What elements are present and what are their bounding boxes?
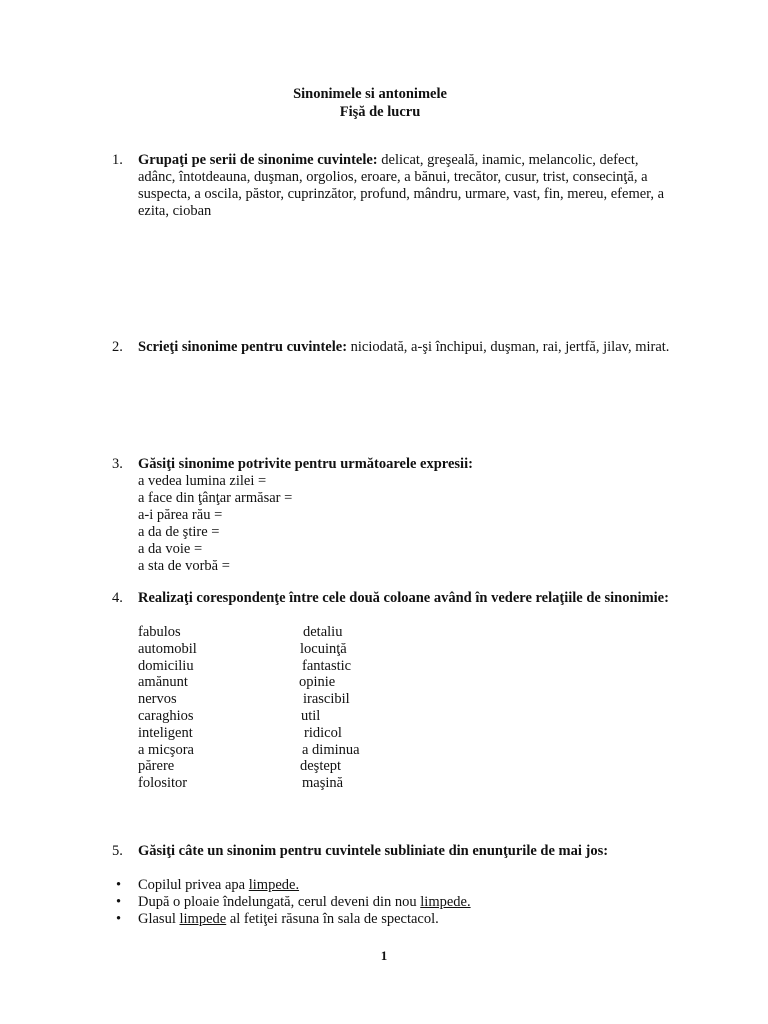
right-column-word: ridicol: [304, 724, 342, 741]
underlined-word: limpede.: [248, 877, 300, 893]
exercise-instruction: Găsiţi sinonime potrivite pentru următoarele expresii:: [138, 456, 473, 472]
expression-item: a sta de vorbă =: [138, 558, 230, 574]
underlined-word: limpede: [179, 911, 227, 927]
matching-row: [138, 674, 674, 691]
exercise-number: 1.: [112, 152, 123, 168]
left-column-word: inteligent: [138, 724, 193, 741]
exercise-number: 4.: [112, 590, 123, 606]
exercise-number: 2.: [112, 339, 123, 355]
matching-row: [138, 725, 674, 742]
matching-row: [138, 624, 674, 641]
matching-columns: [138, 624, 674, 792]
matching-row: [138, 742, 674, 759]
left-column-word: fabulos: [138, 624, 181, 640]
right-column-word: detaliu: [303, 624, 343, 640]
exercise-5: [114, 843, 674, 860]
page-number: 1: [380, 948, 388, 963]
matching-row: [138, 641, 674, 658]
matching-row: [138, 758, 674, 775]
exercise-3: [114, 456, 674, 575]
sentence-text: După o ploaie îndelungată, cerul deveni din nou: [138, 894, 421, 910]
sentence-text: Copilul privea apa: [138, 877, 249, 893]
exercise-instruction: Găsiţi câte un sinonim pentru cuvintele subliniate din enunţurile de mai jos:: [138, 843, 609, 859]
left-column-word: automobil: [138, 640, 197, 657]
sentence-item: [114, 877, 714, 894]
right-column-word: deştept: [300, 758, 342, 775]
matching-row: [138, 775, 674, 792]
left-column-word: caraghios: [138, 707, 194, 724]
exercise-instruction: Grupaţi pe serii de sinonime cuvintele:: [138, 152, 378, 168]
sentence-item: [114, 894, 714, 911]
matching-row: [138, 708, 674, 725]
right-column-word: locuinţă: [300, 640, 347, 657]
expression-item: a face din ţânţar armăsar =: [138, 490, 293, 506]
exercise-word-list: delicat, greşeală, inamic, melancolic, defect, adânc, întotdeauna, duşman, orgolios, eroare, a bănui, trecător, cusur, trist, consecinţă, a suspecta, a oscila, păstor, cuprinzător, profund, mândru, urmare, vast, fin, mereu, efemer, a ezita, cioban: [138, 152, 665, 219]
left-column-word: a micşora: [138, 741, 194, 758]
sentence-text: Glasul: [138, 911, 180, 927]
document-title: Sinonimele si antonimele: [293, 86, 447, 102]
right-column-word: a diminua: [302, 741, 360, 758]
expression-item: a da de ştire =: [138, 524, 220, 540]
right-column-word: fantastic: [302, 657, 352, 674]
right-column-word: opinie: [299, 674, 336, 691]
left-column-word: folositor: [138, 775, 188, 792]
right-column-word: util: [301, 707, 321, 724]
bullet-icon: •: [116, 894, 122, 910]
exercise-number: 5.: [112, 843, 123, 859]
expression-item: a da voie =: [138, 541, 203, 557]
right-column-word: maşină: [302, 775, 344, 792]
expression-item: a vedea lumina zilei =: [138, 473, 267, 489]
exercise-2: [114, 339, 674, 356]
exercise-word-list: niciodată, a-şi închipui, duşman, rai, jertfă, jilav, mirat.: [347, 339, 670, 355]
matching-row: [138, 658, 674, 675]
expression-list: [138, 473, 674, 575]
exercise-4: [114, 590, 674, 792]
sentence-item: [114, 911, 714, 928]
right-column-word: irascibil: [303, 691, 350, 708]
exercise-instruction: Realizaţi corespondenţe între cele două coloane având în vedere relaţiile de sinonimie:: [138, 590, 669, 606]
sentence-list: [114, 877, 714, 928]
exercise-1: [114, 152, 674, 220]
left-column-word: părere: [138, 758, 175, 775]
left-column-word: domiciliu: [138, 657, 194, 674]
underlined-word: limpede.: [420, 894, 471, 910]
exercise-instruction: Scrieţi sinonime pentru cuvintele:: [138, 339, 348, 355]
matching-row: [138, 691, 674, 708]
document-subtitle: Fişă de lucru: [339, 104, 421, 120]
left-column-word: amănunt: [138, 674, 188, 691]
bullet-icon: •: [116, 911, 122, 927]
expression-item: a-i părea rău =: [138, 507, 223, 523]
sentence-text: al fetiţei răsuna în sala de spectacol.: [226, 911, 439, 927]
exercise-number: 3.: [112, 456, 123, 472]
left-column-word: nervos: [138, 691, 177, 708]
bullet-icon: •: [116, 877, 122, 893]
